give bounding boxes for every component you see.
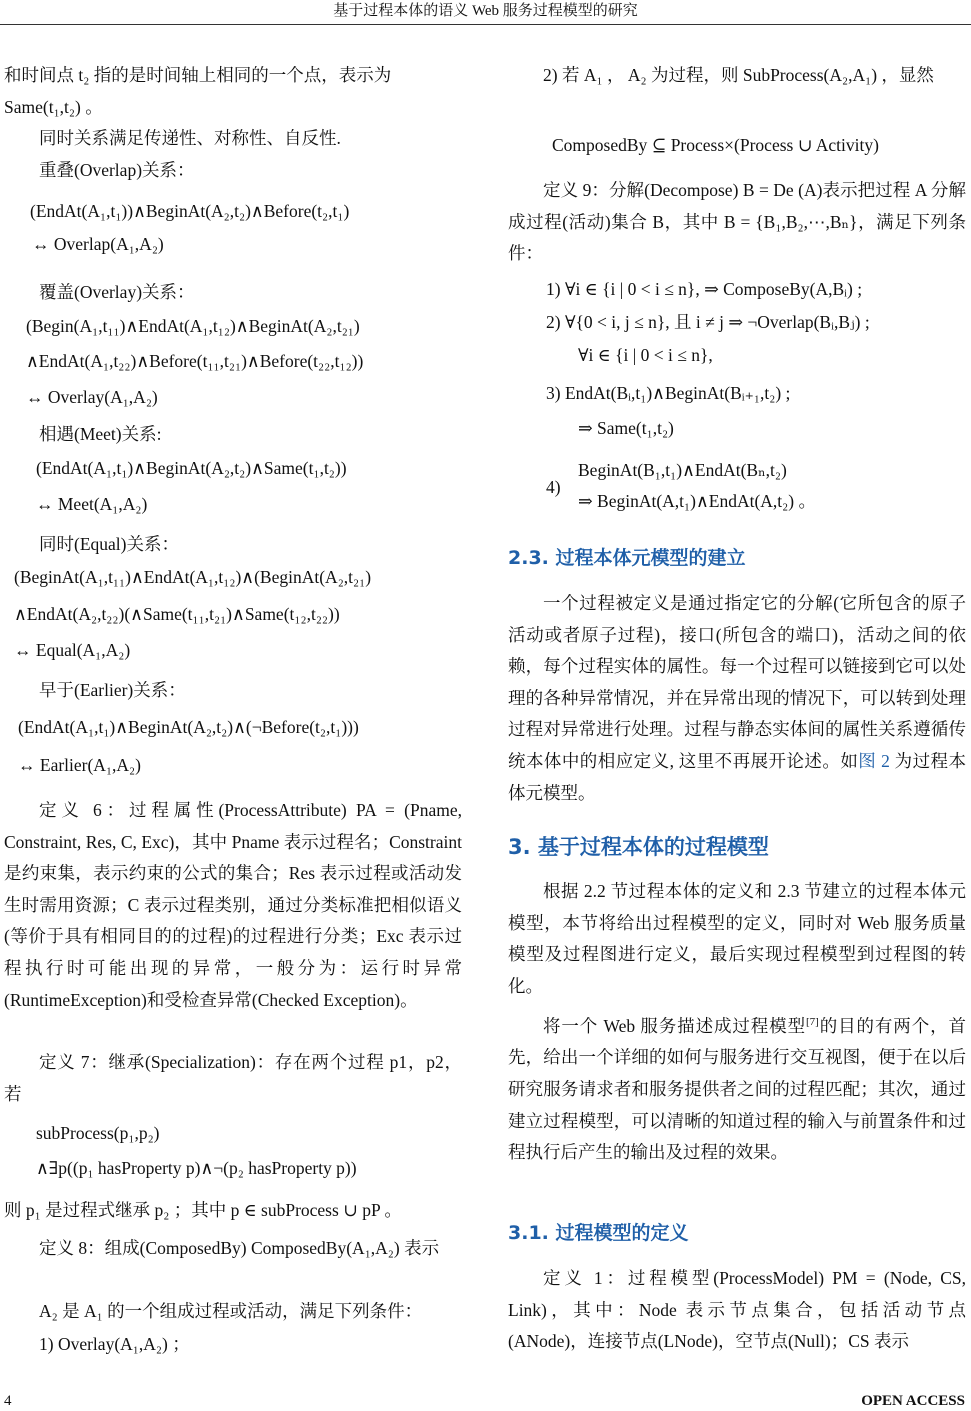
paragraph: A₂ 是 A₁ 的一个组成过程或活动，满足下列条件： <box>39 1301 423 1321</box>
definition-1: 定义 1：过程模型(ProcessModel) PM = (Node, CS, Link)，其中：Node 表示节点集合，包括活动节点(ANode)，连接节点(LNode)，空节点(Null)；CS 表示 <box>508 1268 966 1352</box>
paragraph-text: 一个过程被定义是通过指定它的分解(它所包含的原子活动或者原子过程)，接口(所包含的端口)，活动之间的依赖，每个过程实体的属性。每一个过程可以链接到它可以处理的各种异常情况，并在异常出现的情况下，可以转到处理过程对异常进行处理。过程与静态实体间的属性关系遵循传统本体中的相应定义, 这里不再展开论述。如 <box>508 593 966 771</box>
formula: ↔ Earlier(A₁,A₂) <box>18 755 141 775</box>
page-number: 4 <box>4 1393 12 1409</box>
formula: ⇒ BeginAt(A,t₁)∧EndAt(A,t₂) 。 <box>578 491 816 511</box>
definition-6: 定义 6：过程属性(ProcessAttribute) PA = (Pname, Constraint, Res, C, Exc)，其中 Pname 表示过程名；Constraint 是约束集，表示约束的公式的集合；Res 表示过程或活动发生时需用资源；C 表示过程类别，通过分类标准把相似语义(等价于具有相同目的的过程)的过程进行分类；Exc 表示过程执行时可能出现的异常，一般分为：运行时异常(RuntimeException)和受检查异常(Checked Exception)。 <box>4 800 462 1010</box>
figure-link[interactable]: 图 2 <box>858 750 890 771</box>
formula-number: 4) <box>546 477 561 497</box>
formula: ↔ Equal(A₁,A₂) <box>14 640 131 660</box>
definition-9: 定义 9：分解(Decompose) B = De (A)表示把过程 A 分解成过程(活动)集合 B，其中 B = {B₁,B₂,⋯,Bₙ}，满足下列条件： <box>508 180 966 264</box>
formula: (EndAt(A₁,t₁)∧BeginAt(A₂,t₂)∧(¬Before(t₂,t₁))) <box>18 717 359 737</box>
paragraph-text: 为过程本体元模型。 <box>508 750 967 803</box>
formula: subProcess(p₁,p₂) <box>36 1123 160 1143</box>
formula: (EndAt(A₁,t₁))∧BeginAt(A₂,t₂)∧Before(t₂,t₁) <box>30 201 350 221</box>
definition-8: 定义 8：组成(ComposedBy) ComposedBy(A₁,A₂) 表示 <box>39 1238 440 1258</box>
formula: BeginAt(B₁,t₁)∧EndAt(Bₙ,t₂) <box>578 460 787 480</box>
paragraph <box>508 588 966 809</box>
section-heading: 2.3. 过程本体元模型的建立 <box>508 547 746 569</box>
paragraph-text: 的目的有两个，首先，给出一个详细的如何与服务进行交互视图，便于在以后研究服务请求者和服务提供者之间的过程匹配；其次，通过建立过程模型，可以清晰的知道过程的输入与前置条件和过程执行后产生的输出及过程的效果。 <box>508 1015 967 1163</box>
condition-item: 2) 若 A₁ ， A₂ 为过程，则 SubProcess(A₂,A₁) ，显然 <box>543 65 934 85</box>
formula: ↔ Meet(A₁,A₂) <box>36 494 148 514</box>
paragraph-text: 将一个 Web 服务描述成过程模型 <box>543 1015 806 1036</box>
running-header: 基于过程本体的语义 Web 服务过程模型的研究 <box>333 3 638 19</box>
relation-label: 重叠(Overlap)关系： <box>39 160 195 180</box>
condition-item: 1) Overlay(A₁,A₂) ； <box>39 1334 190 1354</box>
formula: 2) ∀{0 < i, j ≤ n}, 且 i ≠ j ⇒ ¬Overlap(Bᵢ,Bⱼ) ; <box>546 312 870 332</box>
citation[interactable]: [7] <box>805 1016 819 1028</box>
paragraph: Same(t₁,t₂) 。 <box>4 97 103 117</box>
formula: (Begin(A₁,t₁₁)∧EndAt(A₁,t₁₂)∧BeginAt(A₂,t₂₁) <box>26 316 360 336</box>
header-rule <box>0 24 971 25</box>
open-access-label: OPEN ACCESS <box>861 1393 965 1409</box>
formula: ∧EndAt(A₂,t₂₂)(∧Same(t₁₁,t₂₁)∧Same(t₁₂,t₂₂)) <box>14 604 340 624</box>
formula: ∀i ∈ {i | 0 < i ≤ n}, <box>578 345 713 365</box>
formula: ∧∃p((p₁ hasProperty p)∧¬(p₂ hasProperty p)) <box>36 1158 357 1178</box>
formula: (BeginAt(A₁,t₁₁)∧EndAt(A₁,t₁₂)∧(BeginAt(A₂,t₂₁) <box>14 567 372 587</box>
formula: ∧EndAt(A₁,t₂₂)∧Before(t₁₁,t₂₁)∧Before(t₂₂,t₁₂)) <box>26 351 364 371</box>
relation-label: 早于(Earlier)关系： <box>39 680 186 700</box>
formula: ↔ Overlap(A₁,A₂) <box>32 234 164 254</box>
paragraph: 和时间点 t₂ 指的是时间轴上相同的一个点，表示为 <box>4 65 392 85</box>
paragraph: 根据 2.2 节过程本体的定义和 2.3 节建立的过程本体元模型，本节将给出过程模型的定义，同时对 Web 服务质量模型及过程图进行定义，最后实现过程模型到过程图的转化。 <box>508 881 966 996</box>
section-heading: 3.1. 过程模型的定义 <box>508 1222 689 1244</box>
definition-7: 定义 7：继承(Specialization)：存在两个过程 p1，p2，若 <box>4 1052 462 1104</box>
relation-label: 相遇(Meet)关系: <box>39 424 162 444</box>
formula: ↔ Overlay(A₁,A₂) <box>26 387 158 407</box>
formula: (EndAt(A₁,t₁)∧BeginAt(A₂,t₂)∧Same(t₁,t₂)) <box>36 458 347 478</box>
section-heading: 3. 基于过程本体的过程模型 <box>508 835 769 859</box>
paragraph: 同时关系满足传递性、对称性、自反性. <box>39 128 341 148</box>
formula: 1) ∀i ∈ {i | 0 < i ≤ n}, ⇒ ComposeBy(A,Bᵢ) ; <box>546 279 863 299</box>
formula: ComposedBy ⊆ Process×(Process ∪ Activity) <box>552 135 879 155</box>
relation-label: 同时(Equal)关系： <box>39 534 179 554</box>
formula: 3) EndAt(Bᵢ,t₁)∧BeginAt(Bᵢ₊₁,t₂) ; <box>546 383 791 403</box>
paragraph <box>508 1007 966 1169</box>
formula: ⇒ Same(t₁,t₂) <box>578 418 674 438</box>
relation-label: 覆盖(Overlay)关系： <box>39 282 195 302</box>
paragraph: 则 p₁ 是过程式继承 p₂ ；其中 p ∈ subProcess ∪ pP 。 <box>4 1200 402 1220</box>
